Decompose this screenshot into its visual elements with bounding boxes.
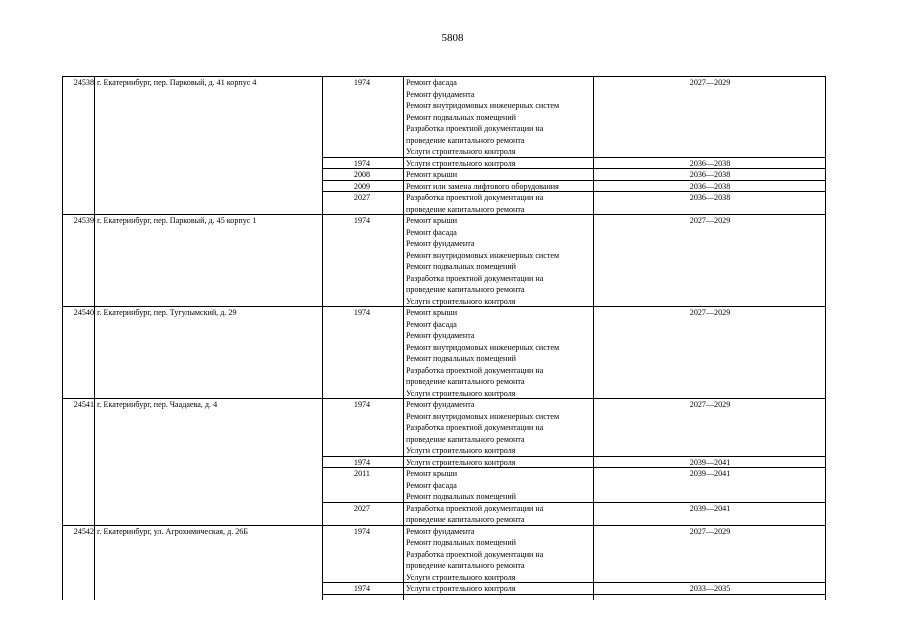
row-address: г. Екатеринбург, ул. Агрохимическая, д. 26Б [97, 526, 248, 536]
work-item: Ремонт крыши [406, 170, 458, 179]
row-number: 24541 [73, 400, 94, 409]
work-item: Ремонт фундамента [406, 331, 475, 340]
work-item: Разработка проектной документации на [406, 124, 544, 133]
column-divider [322, 76, 323, 600]
entry-term: 2036—2038 [689, 170, 731, 179]
row-address: г. Екатеринбург, пер. Тугулымский, д. 29 [97, 308, 237, 317]
work-item: Ремонт крыши [406, 308, 458, 317]
work-item: Ремонт подвальных помещений [406, 492, 517, 501]
entry-term: 2036—2038 [689, 181, 731, 191]
work-item: Ремонт фасада [406, 227, 457, 237]
work-item: Услуги строительного контроля [406, 572, 516, 582]
entry-term: 2027—2029 [689, 308, 731, 317]
row-address: г. Екатеринбург, пер. Чаадаева, д. 4 [97, 400, 218, 409]
work-item: Ремонт фасада [406, 480, 457, 490]
row-address: г. Екатеринбург, пер. Парковый, д. 45 корпус 1 [97, 216, 257, 225]
entry-works [406, 525, 543, 584]
entry-year: 1974 [353, 216, 371, 225]
entry-year: 1974 [353, 584, 371, 593]
entry-year: 2027 [353, 503, 371, 513]
row-number: 24542 [73, 526, 94, 536]
column-divider [94, 76, 95, 600]
work-item: Ремонт фасада [406, 78, 457, 87]
entry-year: 2009 [353, 181, 371, 191]
entry-term: 2039—2041 [689, 457, 731, 467]
entry-works [406, 467, 516, 503]
entry-term: 2027—2029 [689, 78, 731, 87]
work-item: Услуги строительного контроля [406, 158, 516, 168]
work-item: Ремонт подвальных помещений [406, 538, 517, 547]
entry-divider [322, 594, 826, 595]
entry-year: 2008 [353, 170, 371, 179]
work-item: Разработка проектной документации на [406, 365, 544, 375]
work-item: Ремонт подвальных помещений [406, 262, 517, 271]
entry-works [406, 306, 559, 399]
row-address: г. Екатеринбург, пер. Парковый, д. 41 корпус 4 [97, 78, 257, 87]
entry-term: 2036—2038 [689, 193, 731, 202]
row-number: 24540 [73, 308, 94, 317]
work-item: Разработка проектной документации на [406, 549, 544, 559]
repair-schedule-table [62, 76, 826, 600]
work-item: Ремонт фасада [406, 319, 457, 329]
work-item: Ремонт фундамента [406, 526, 475, 536]
work-item: проведение капитального ремонта [406, 204, 525, 214]
entry-term: 2027—2029 [689, 400, 731, 409]
work-item: проведение капитального ремонта [406, 377, 525, 386]
column-divider [403, 76, 404, 600]
work-item: Услуги строительного контроля [406, 147, 516, 156]
work-item: Ремонт фундамента [406, 89, 475, 99]
work-item: Разработка проектной документации на [406, 273, 544, 283]
entry-year: 1974 [353, 158, 371, 168]
page-number: 5808 [441, 32, 464, 44]
entry-year: 2011 [354, 469, 370, 478]
entry-works [406, 502, 543, 526]
work-item: Ремонт крыши [406, 216, 458, 225]
entry-term: 2039—2041 [689, 469, 731, 478]
row-number: 24538 [73, 78, 94, 87]
work-item: Услуги строительного контроля [406, 296, 516, 306]
work-item: Ремонт подвальных помещений [406, 112, 517, 122]
entry-term: 2027—2029 [689, 216, 731, 225]
entry-year: 2027 [353, 193, 371, 202]
work-item: Услуги строительного контроля [406, 446, 516, 455]
entry-term: 2033—2035 [689, 584, 731, 593]
work-item: проведение капитального ремонта [406, 561, 525, 570]
entry-works [406, 398, 559, 457]
entry-works [406, 214, 559, 307]
work-item: Ремонт подвальных помещений [406, 354, 517, 363]
table-border-right [825, 76, 826, 600]
work-item: проведение капитального ремонта [406, 515, 525, 524]
work-item: Ремонт крыши [406, 469, 458, 478]
entry-year: 1974 [353, 78, 371, 87]
work-item: проведение капитального ремонта [406, 434, 525, 444]
work-item: Разработка проектной документации на [406, 423, 544, 432]
work-item: Ремонт внутридомовых инженерных систем [406, 101, 560, 110]
work-item: проведение капитального ремонта [406, 285, 525, 294]
work-item: Услуги строительного контроля [406, 388, 516, 398]
entry-works [406, 76, 559, 158]
work-item: Услуги строительного контроля [406, 584, 516, 593]
column-divider [593, 76, 594, 600]
entry-year: 1974 [353, 526, 371, 536]
entry-term: 2027—2029 [689, 526, 731, 536]
work-item: Ремонт внутридомовых инженерных систем [406, 411, 560, 421]
row-number: 24539 [73, 216, 94, 225]
entry-term: 2039—2041 [689, 503, 731, 513]
entry-year: 1974 [353, 457, 371, 467]
entry-term: 2036—2038 [689, 158, 731, 168]
work-item: Разработка проектной документации на [406, 193, 544, 202]
entry-works [406, 191, 543, 215]
table-border-left [62, 76, 63, 600]
work-item: Ремонт внутридомовых инженерных систем [406, 342, 560, 352]
work-item: Услуги строительного контроля [406, 457, 516, 467]
work-item: Разработка проектной документации на [406, 503, 544, 513]
work-item: Ремонт фундамента [406, 239, 475, 248]
work-item: Ремонт внутридомовых инженерных систем [406, 250, 560, 260]
work-item: проведение капитального ремонта [406, 135, 525, 145]
work-item: Ремонт или замена лифтового оборудования [406, 181, 559, 191]
work-item: Ремонт фундамента [406, 400, 475, 409]
entry-year: 1974 [353, 400, 371, 409]
entry-year: 1974 [353, 308, 371, 317]
